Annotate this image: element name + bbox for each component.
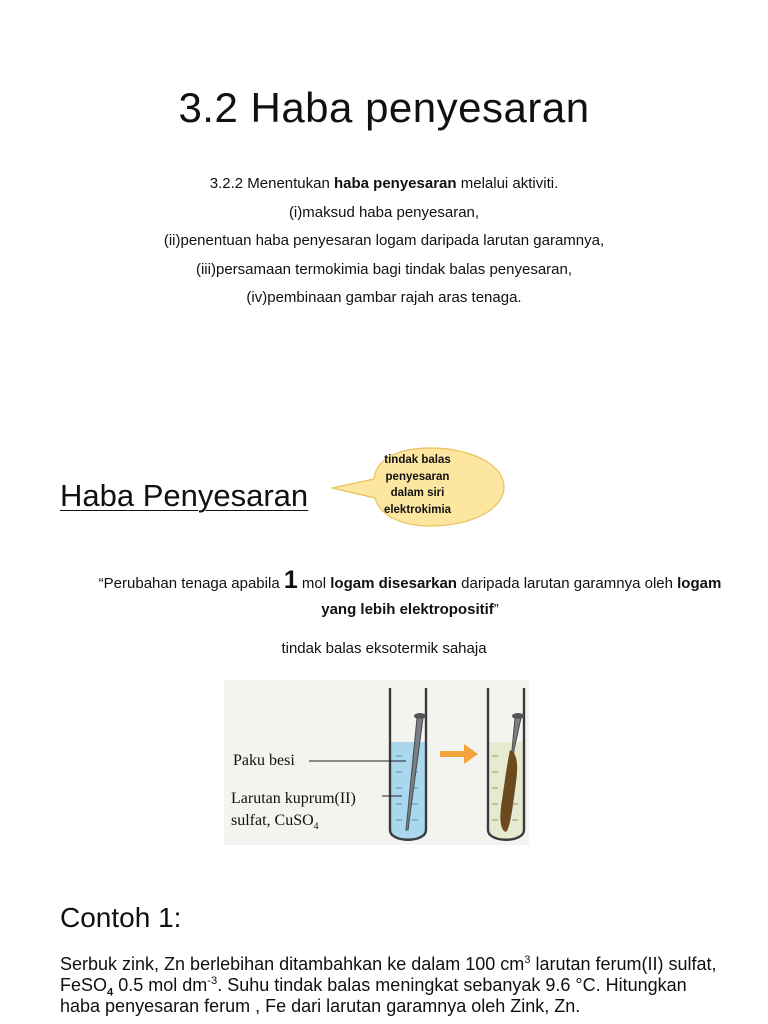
objective-item: (iv)pembinaan gambar rajah aras tenaga. <box>246 289 522 306</box>
callout-text <box>370 452 465 518</box>
callout-line: penyesaran <box>385 470 450 483</box>
objective-heading-prefix: 3.2.2 Menentukan <box>209 175 334 192</box>
learning-objectives <box>0 170 768 313</box>
figure-label-solution <box>231 788 356 832</box>
objective-item: (i)maksud haba penyesaran, <box>288 203 480 221</box>
definition-number: 1 <box>283 566 298 594</box>
figure-label-formula: sulfat, CuSO <box>231 812 314 829</box>
objective-item: (iii)persamaan termokimia bagi tindak balas penyesaran, <box>195 260 573 278</box>
definition-text: Perubahan tenaga apabila <box>103 575 284 592</box>
objective-heading-suffix: melalui aktiviti. <box>456 175 559 192</box>
figure-label-subscript: 4 <box>313 821 319 833</box>
example-text: larutan ferum(II) sulfat, FeSO <box>60 954 717 995</box>
superscript: -3 <box>207 975 218 987</box>
example-text: . Suhu tindak balas meningkat sebanyak 9.6 °C. Hitungkan haba penyesaran ferum , Fe dari larutan garamnya oleh Zink, Zn. <box>60 975 687 1016</box>
subscript: 4 <box>107 986 114 999</box>
section-heading: Haba Penyesaran <box>60 478 309 513</box>
callout-line: elektrokimia <box>383 503 452 516</box>
figure-label-solution-line <box>231 810 356 832</box>
definition-bold: logam yang lebih elektropositif <box>321 575 722 618</box>
page-title: 3.2 Haba penyesaran <box>178 84 590 131</box>
definition-quote <box>80 566 740 623</box>
definition-text: daripada larutan garamnya oleh <box>456 575 678 592</box>
callout-line: tindak balas <box>384 454 451 466</box>
definition-bold: logam disesarkan <box>330 575 457 592</box>
superscript: 3 <box>524 954 531 966</box>
definition-text: mol <box>297 575 331 592</box>
exothermic-note: tindak balas eksotermik sahaja <box>281 640 487 657</box>
arrow-right-icon <box>440 744 478 764</box>
objective-item: (ii)penentuan haba penyesaran logam daripada larutan garamnya, <box>163 232 605 249</box>
example-text: 0.5 mol dm <box>113 975 208 995</box>
figure-label-nail: Paku besi <box>233 752 295 769</box>
figure-label-solution-line: Larutan kuprum(II) <box>231 790 356 807</box>
example-heading: Contoh 1: <box>60 902 182 933</box>
callout-line: dalam siri <box>390 487 445 499</box>
example-text: Serbuk zink, Zn berlebihan ditambahkan ke dalam 100 cm <box>60 954 525 974</box>
close-quote: ” <box>493 601 499 618</box>
open-quote: “ <box>98 575 104 592</box>
example-problem-text <box>60 954 720 1017</box>
objective-heading-bold: haba penyesaran <box>334 175 457 192</box>
objective-heading <box>0 170 768 199</box>
